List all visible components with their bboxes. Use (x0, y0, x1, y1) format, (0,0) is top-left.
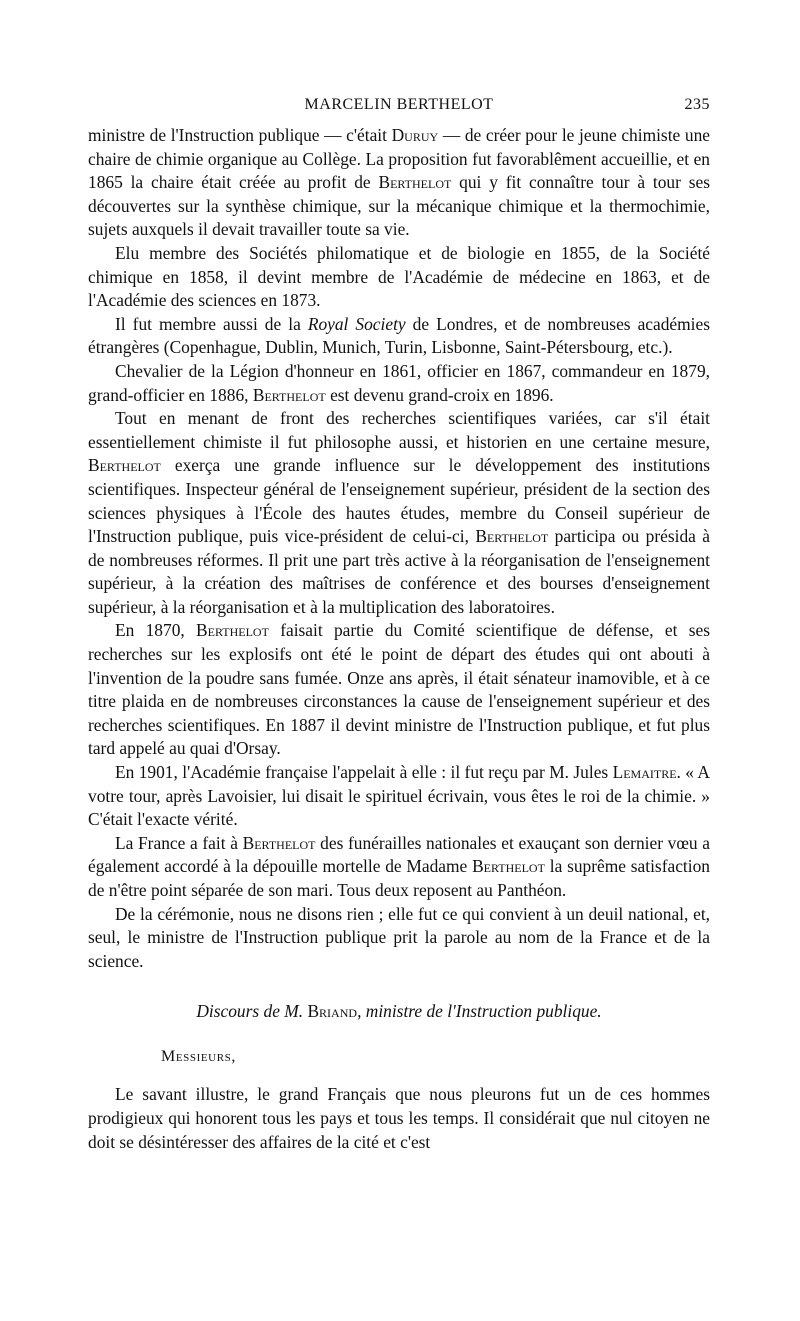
running-head (88, 96, 710, 124)
paragraph-academie-francaise: En 1901, l'Académie française l'appelait à elle : il fut reçu par M. Jules Lemaitre. « A votre tour, après Lavoisier, lui disait le spirituel écrivain, vous êtes le roi de la chimie. » C'était l'exacte vérité. (88, 762, 710, 830)
paragraph-legion-honneur: Chevalier de la Légion d'honneur en 1861, officier en 1867, commandeur en 1879, grand-officier en 1886, Berthelot est devenu grand-croix en 1896. (88, 360, 710, 405)
name-briand: Briand (307, 1001, 358, 1022)
name-berthelot: Berthelot (252, 384, 326, 405)
paragraph-funerailles: La France a fait à Berthelot des funérailles nationales et exauçant son dernier vœu a également accordé à la dépouille mortelle de Madame Berthelot la suprême satisfaction de n'être point séparée de son mari. Tous deux reposent au Panthéon. (88, 832, 710, 900)
page-number: 235 (684, 96, 710, 113)
running-title: MARCELIN BERTHELOT (304, 96, 494, 113)
paragraph-societies: Elu membre des Sociétés philomatique et de biologie en 1855, de la Société chimique en 1858, il devint membre de l'Académie de médecine en 1863, et de l'Académie des sciences en 1873. (88, 242, 710, 311)
paragraph-duruy-chair: ministre de l'Instruction publique — c'était Duruy — de créer pour le jeune chimiste une chaire de chimie organique au Collège. La proposition fut favorablêment accueillie, et en 1865 la chaire était créée au profit de Berthelot qui y fit connaître tour à tour ses découvertes sur la synthèse chimique, sur la mécanique chimique et la thermochimie, sujets auxquels il devait travailler toute sa vie. (88, 125, 710, 240)
page (88, 96, 710, 1154)
name-berthelot: Berthelot (242, 832, 316, 853)
paragraph-ceremonie: De la cérémonie, nous ne disons rien ; elle fut ce qui convient à un deuil national, et, seul, le ministre de l'Instruction publique prit la parole au nom de la France et de la science. (88, 903, 710, 971)
name-berthelot: Berthelot (378, 172, 452, 193)
paragraph-institutions: Tout en menant de front des recherches scientifiques variées, car s'il était essentiellement chimiste il fut philosophe aussi, et historien en une certaine mesure, Berthelot exerça une grande influence sur le développement des institutions scientifiques. Inspecteur général de l'enseignement supérieur, président de la section des sciences physiques à l'École des hautes études, membre du Conseil supérieur de l'Instruction publique, puis vice-président de celui-ci, Berthelot participa ou présida à de nombreuses réformes. Il prit une part très active à la réorganisation de l'enseignement supérieur, à la création des maîtrises de conférence et des bourses d'enseignement supérieur, à la réorganisation et à la multiplication des laboratoires. (88, 408, 710, 617)
name-lemaitre: Lemaitre (612, 762, 677, 783)
name-berthelot: Berthelot (196, 620, 269, 641)
paragraph-speech-opening: Le savant illustre, le grand Français que nous pleurons fut un de ces hommes prodigieux qui honorent tous les pays et tous les temps. Il considérait que nul citoyen ne doit se désintéresser des affaires de la cité et c'est (88, 1084, 710, 1152)
paragraph-royal-society: Il fut membre aussi de la Royal Society de Londres, et de nombreuses académies étrangères (Copenhague, Dublin, Munich, Turin, Lisbonne, Saint-Pétersbourg, etc.). (88, 313, 710, 358)
paragraph-defense-committee: En 1870, Berthelot faisait partie du Comité scientifique de défense, et ses recherches sur les explosifs ont été le point de départ des études qui ont abouti à l'invention de la poudre sans fumée. Onze ans après, il était sénateur inamovible, et à ce titre plaida en de nombreuses circonstances la cause de l'enseignement supérieur et des recherches scientifiques. En 1887 il devint ministre de l'Instruction publique, et fut plus tard appelé au quai d'Orsay. (88, 620, 710, 759)
name-duruy: Duruy (391, 125, 439, 145)
speech-heading: Discours de M. Briand, ministre de l'Instruction publique. (196, 1001, 602, 1022)
salutation: Messieurs, (161, 1048, 236, 1066)
royal-society-italic: Royal Society (307, 313, 406, 334)
name-berthelot: Berthelot (475, 526, 549, 547)
name-berthelot: Berthelot (472, 856, 545, 877)
name-berthelot: Berthelot (88, 455, 161, 476)
